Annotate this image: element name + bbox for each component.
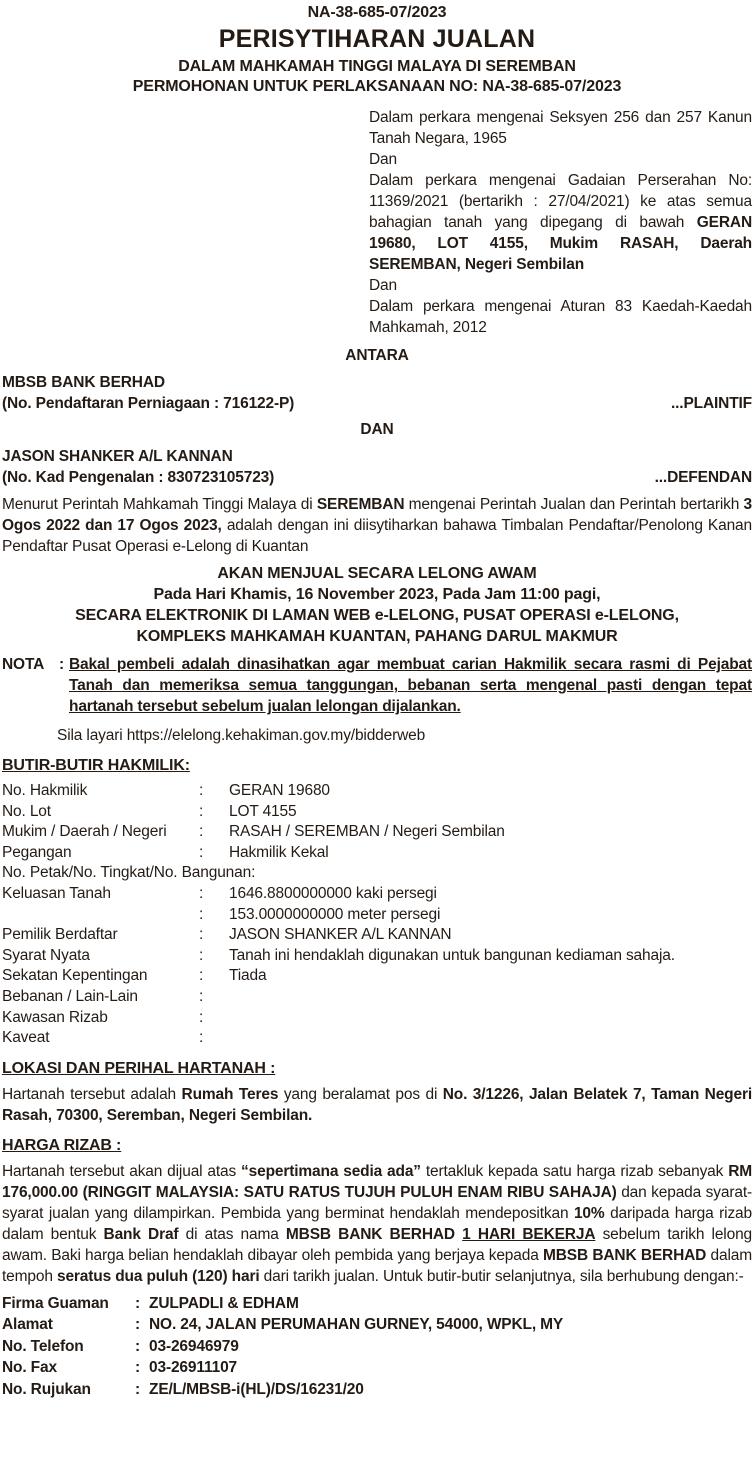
contact-value: 03-26946979	[149, 1337, 239, 1355]
order-paragraph: Menurut Perintah Mahkamah Tinggi Malaya di SEREMBAN mengenai Perintah Jualan dan Perintah bertarikh 3 Ogos 2022 dan 17 Ogos 2023, adalah dengan ini diisytiharkan bahawa Timbalan Pendaftar/Penolong Kanan Pendaftar Pusat Operasi e-Lelong di Kuantan	[2, 496, 752, 555]
detail-value	[229, 1028, 752, 1049]
detail-value: RASAH / SEREMBAN / Negeri Sembilan	[229, 823, 505, 841]
contact-block	[2, 1293, 752, 1401]
detail-label: Bebanan / Lain-Lain	[2, 987, 138, 1005]
detail-value: LOT 4155	[229, 802, 297, 820]
detail-value: GERAN 19680	[229, 782, 330, 799]
contact-label: No. Fax	[2, 1359, 57, 1377]
case-number: NA-38-685-07/2023	[307, 4, 447, 21]
contact-row	[2, 1336, 752, 1358]
detail-colon: :	[199, 946, 204, 964]
defendant-name: JASON SHANKER A/L KANNAN	[2, 448, 233, 465]
contact-colon: :	[135, 1359, 141, 1377]
detail-colon: :	[199, 782, 204, 799]
contact-row	[2, 1293, 752, 1315]
plaintiff-role: ...PLAINTIF	[670, 395, 752, 412]
plaintiff-name: MBSB BANK BERHAD	[2, 374, 165, 391]
nota-colon: :	[59, 656, 65, 673]
detail-colon: :	[199, 987, 204, 1005]
detail-row	[2, 884, 752, 905]
detail-value: JASON SHANKER A/L KANNAN	[229, 926, 452, 944]
contact-row	[2, 1379, 752, 1401]
detail-label	[2, 905, 199, 926]
details-list	[2, 781, 752, 1049]
detail-label: No. Hakmilik	[2, 782, 88, 799]
auction-line: KOMPLEKS MAHKAMAH KUANTAN, PAHANG DARUL MAKMUR	[136, 628, 618, 645]
detail-label: No. Petak/No. Tingkat/No. Bangunan:	[2, 864, 256, 882]
detail-label: Mukim / Daerah / Negeri	[2, 823, 167, 841]
contact-colon: :	[135, 1316, 141, 1334]
detail-value: 1646.8800000000 kaki persegi	[229, 884, 437, 902]
defendant-block	[2, 446, 752, 488]
bidder-website-line: Sila layari https://elelong.kehakiman.gov.my/bidderweb	[57, 727, 426, 744]
details-heading: BUTIR-BUTIR HAKMILIK:	[2, 757, 190, 774]
contact-label: No. Telefon	[2, 1337, 84, 1355]
dan-label: DAN	[360, 421, 394, 438]
contact-label: Firma Guaman	[2, 1294, 109, 1312]
plaintiff-registration: (No. Pendaftaran Perniagaan : 716122-P)	[2, 395, 295, 412]
detail-label: Pegangan	[2, 843, 72, 861]
plaintiff-detail-row	[2, 393, 752, 414]
matter-paragraph: Dalam perkara mengenai Aturan 83 Kaedah-Kaedah Mahkamah, 2012	[369, 298, 752, 336]
auction-line: SECARA ELEKTRONIK DI LAMAN WEB e-LELONG, PUSAT OPERASI e-LELONG,	[75, 607, 679, 624]
reserve-price-paragraph: Hartanah tersebut akan dijual atas “sepertimana sedia ada” tertakluk kepada satu harga rizab sebanyak RM 176,000.00 (RINGGIT MALAYSIA: SATU RATUS TUJUH PULUH ENAM RIBU SAHAJA) dan kepada syarat-syarat jualan yang dilampirkan. Pembida yang berminat hendaklah mendepositkan 10% daripada harga rizab dalam bentuk Bank Draf di atas nama MBSB BANK BERHAD 1 HARI BEKERJA sebelum tarikh lelong awam. Baki harga belian hendaklah dibayar oleh pembida yang berjaya kepada MBSB BANK BERHAD dalam tempoh seratus dua puluh (120) hari dari tarikh jualan. Untuk butir-butir selanjutnya, sila berhubung dengan:-	[2, 1162, 753, 1285]
detail-colon: :	[199, 884, 204, 902]
detail-colon: :	[199, 967, 204, 985]
detail-label: Pemilik Berdaftar	[2, 926, 118, 944]
matter-paragraph: Dan	[369, 277, 397, 294]
auction-announcement	[2, 563, 752, 647]
defendant-detail-row	[2, 467, 752, 488]
detail-colon: :	[199, 926, 204, 944]
contact-value: ZULPADLI & EDHAM	[149, 1294, 299, 1312]
contact-value: ZE/L/MBSB-i(HL)/DS/16231/20	[149, 1380, 364, 1398]
detail-value	[229, 987, 752, 1008]
detail-row	[2, 781, 752, 802]
matter-paragraph: Dalam perkara mengenai Gadaian Perserahan No: 11369/2021 (bertarikh : 27/04/2021) ke atas semua bahagian tanah yang dipegang di bawah GERAN 19680, LOT 4155, Mukim RASAH, Daerah SEREMBAN, Negeri Sembilan	[369, 172, 752, 273]
nota-label: NOTA	[2, 656, 45, 673]
contact-value: NO. 24, JALAN PERUMAHAN GURNEY, 54000, WPKL, MY	[149, 1316, 564, 1334]
auction-line: Pada Hari Khamis, 16 November 2023, Pada Jam 11:00 pagi,	[153, 586, 601, 603]
matter-paragraph: Dalam perkara mengenai Seksyen 256 dan 257 Kanun Tanah Negara, 1965	[369, 109, 752, 147]
application-line: PERMOHONAN UNTUK PERLAKSANAAN NO: NA-38-685-07/2023	[132, 78, 622, 95]
matter-block	[369, 107, 752, 338]
plaintiff-block	[2, 372, 752, 414]
detail-value: Tiada	[229, 967, 267, 985]
page-title: PERISYTIHARAN JUALAN	[218, 25, 536, 53]
detail-row	[2, 843, 752, 864]
contact-row	[2, 1314, 752, 1336]
detail-row	[2, 946, 752, 967]
detail-colon: :	[199, 1008, 204, 1026]
detail-colon: :	[199, 802, 204, 820]
contact-colon: :	[135, 1337, 141, 1355]
detail-colon: :	[199, 1029, 204, 1047]
contact-value: 03-26911107	[149, 1359, 238, 1377]
detail-row	[2, 905, 752, 926]
detail-label: Sekatan Kepentingan	[2, 967, 148, 985]
detail-value: 153.0000000000 meter persegi	[229, 905, 441, 923]
detail-colon	[199, 863, 229, 884]
detail-label: Keluasan Tanah	[2, 884, 111, 902]
court-line: DALAM MAHKAMAH TINGGI MALAYA DI SEREMBAN	[178, 58, 576, 75]
antara-label: ANTARA	[345, 347, 409, 364]
contact-label: No. Rujukan	[2, 1380, 91, 1398]
contact-row	[2, 1357, 752, 1379]
contact-colon: :	[135, 1380, 141, 1398]
location-heading: LOKASI DAN PERIHAL HARTANAH :	[2, 1059, 276, 1077]
detail-colon: :	[199, 823, 204, 841]
detail-label: No. Lot	[2, 802, 51, 820]
detail-row	[2, 802, 752, 823]
detail-label: Kawasan Rizab	[2, 1008, 108, 1026]
detail-value: Hakmilik Kekal	[229, 843, 329, 861]
detail-row	[2, 822, 752, 843]
detail-value: Tanah ini hendaklah digunakan untuk bangunan kediaman sahaja.	[229, 946, 675, 964]
detail-row	[2, 863, 752, 884]
detail-row	[2, 987, 752, 1008]
auction-line: AKAN MENJUAL SECARA LELONG AWAM	[217, 565, 537, 582]
matter-paragraph: Dan	[369, 151, 397, 168]
detail-value	[229, 1008, 752, 1029]
nota-text: Bakal pembeli adalah dinasihatkan agar membuat carian Hakmilik secara rasmi di Pejabat Tanah dan memeriksa semua tanggungan, bebanan serta mengenal pasti dengan tepat hartanah tersebut sebelum jualan lelongan dijalankan.	[69, 656, 752, 715]
defendant-role: ...DEFENDAN	[654, 469, 752, 486]
detail-label: Kaveat	[2, 1029, 50, 1047]
contact-colon: :	[135, 1294, 141, 1312]
detail-value	[229, 863, 752, 884]
detail-row	[2, 1008, 752, 1029]
defendant-id: (No. Kad Pengenalan : 830723105723)	[2, 469, 275, 486]
detail-label: Syarat Nyata	[2, 946, 90, 964]
detail-colon: :	[199, 843, 204, 861]
detail-colon: :	[199, 905, 204, 923]
detail-row	[2, 925, 752, 946]
contact-label: Alamat	[2, 1316, 53, 1334]
detail-row	[2, 1028, 752, 1049]
location-paragraph: Hartanah tersebut adalah Rumah Teres yang beralamat pos di No. 3/1226, Jalan Belatek 7, Taman Negeri Rasah, 70300, Seremban, Negeri Sembilan.	[2, 1085, 752, 1124]
detail-row	[2, 966, 752, 987]
reserve-price-heading: HARGA RIZAB :	[2, 1136, 122, 1154]
nota-block	[2, 654, 752, 717]
